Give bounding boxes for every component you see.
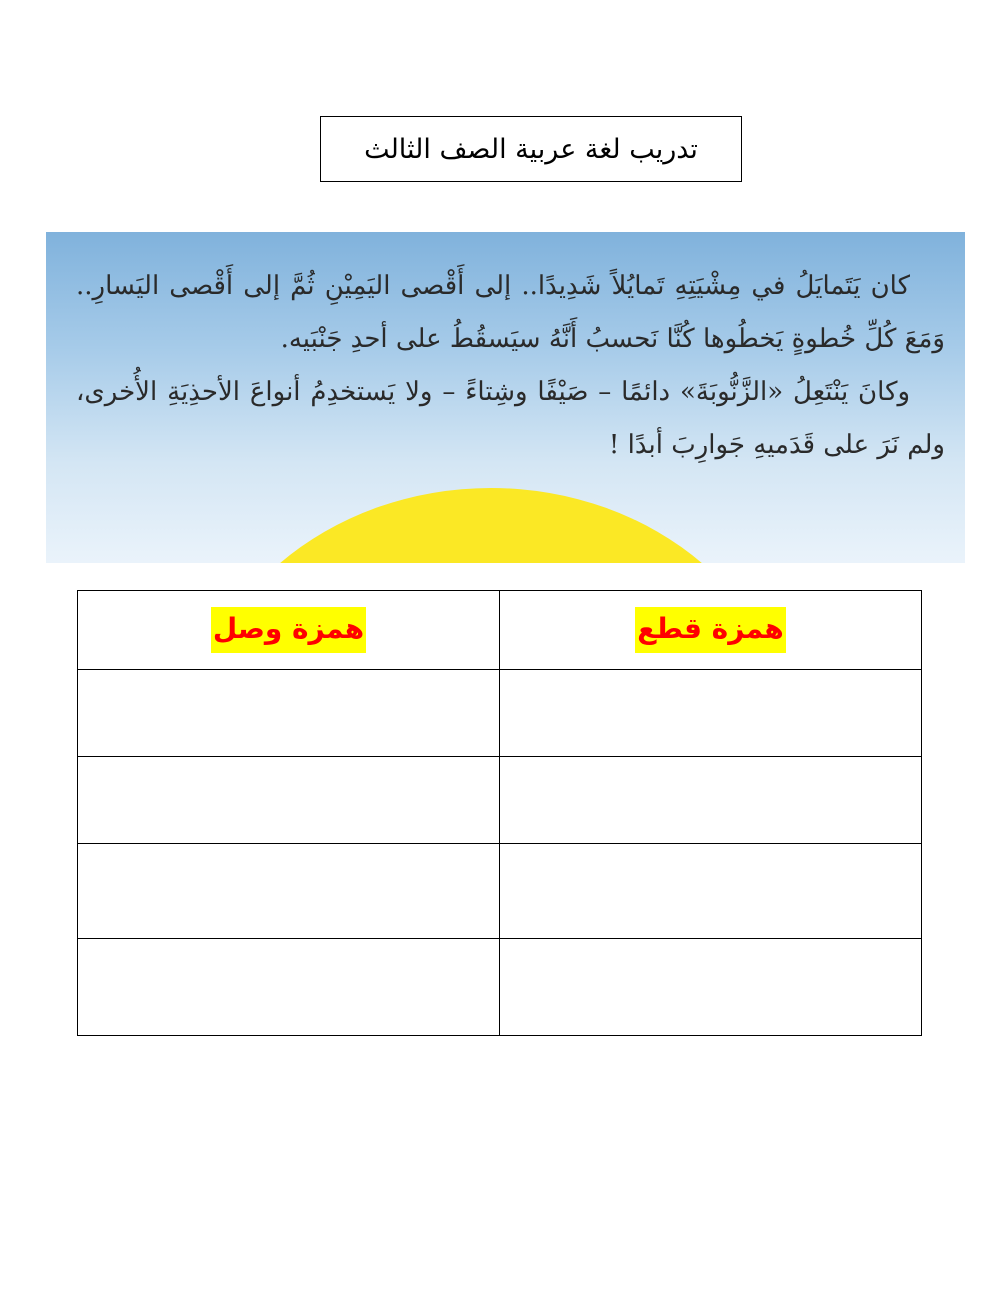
header-label-hamzat-wasl: همزة وصل [211, 607, 366, 653]
table-header-row [78, 591, 922, 670]
header-cell-hamzat-qat [500, 591, 922, 670]
table-row [78, 757, 922, 844]
table-row [78, 670, 922, 757]
table-row [78, 844, 922, 939]
passage-paragraph-2: وكانَ يَنْتَعِلُ «الزَّنُّوبَةَ» دائمًا – صَيْفًا وشِتاءً – ولا يَستخدِمُ أنواعَ الأحذِيَةِ الأُخرى، ولم نَرَ على قَدَميهِ جَوارِبَ أبدًا ! [76, 377, 945, 460]
page-title [320, 116, 742, 182]
answer-table [77, 590, 922, 1036]
title-text: تدريب لغة عربية الصف الثالث [364, 133, 698, 165]
passage-paragraph-1: كان يَتَمايَلُ في مِشْيَتِهِ تَمايُلاً شَدِيدًا.. إلى أَقْصى اليَمِيْنِ ثُمَّ إلى أَقْصى اليَسارِ.. وَمَعَ كُلِّ خُطوةٍ يَخطُوها كُنَّا نَحسبُ أَنَّهُ سيَسقُطُ على أحدِ جَنْبَيه. [76, 271, 945, 354]
answer-cell-wasl[interactable] [78, 757, 500, 844]
header-cell-hamzat-wasl [78, 591, 500, 670]
answer-cell-qat[interactable] [500, 844, 922, 939]
sun-illustration [191, 488, 791, 563]
answer-cell-wasl[interactable] [78, 939, 500, 1036]
answer-cell-wasl[interactable] [78, 670, 500, 757]
table-row [78, 939, 922, 1036]
answer-cell-qat[interactable] [500, 670, 922, 757]
answer-cell-qat[interactable] [500, 757, 922, 844]
header-label-hamzat-qat: همزة قطع [635, 607, 786, 653]
passage-text [76, 260, 945, 472]
answer-cell-qat[interactable] [500, 939, 922, 1036]
answer-cell-wasl[interactable] [78, 844, 500, 939]
reading-passage-panel [46, 232, 965, 563]
